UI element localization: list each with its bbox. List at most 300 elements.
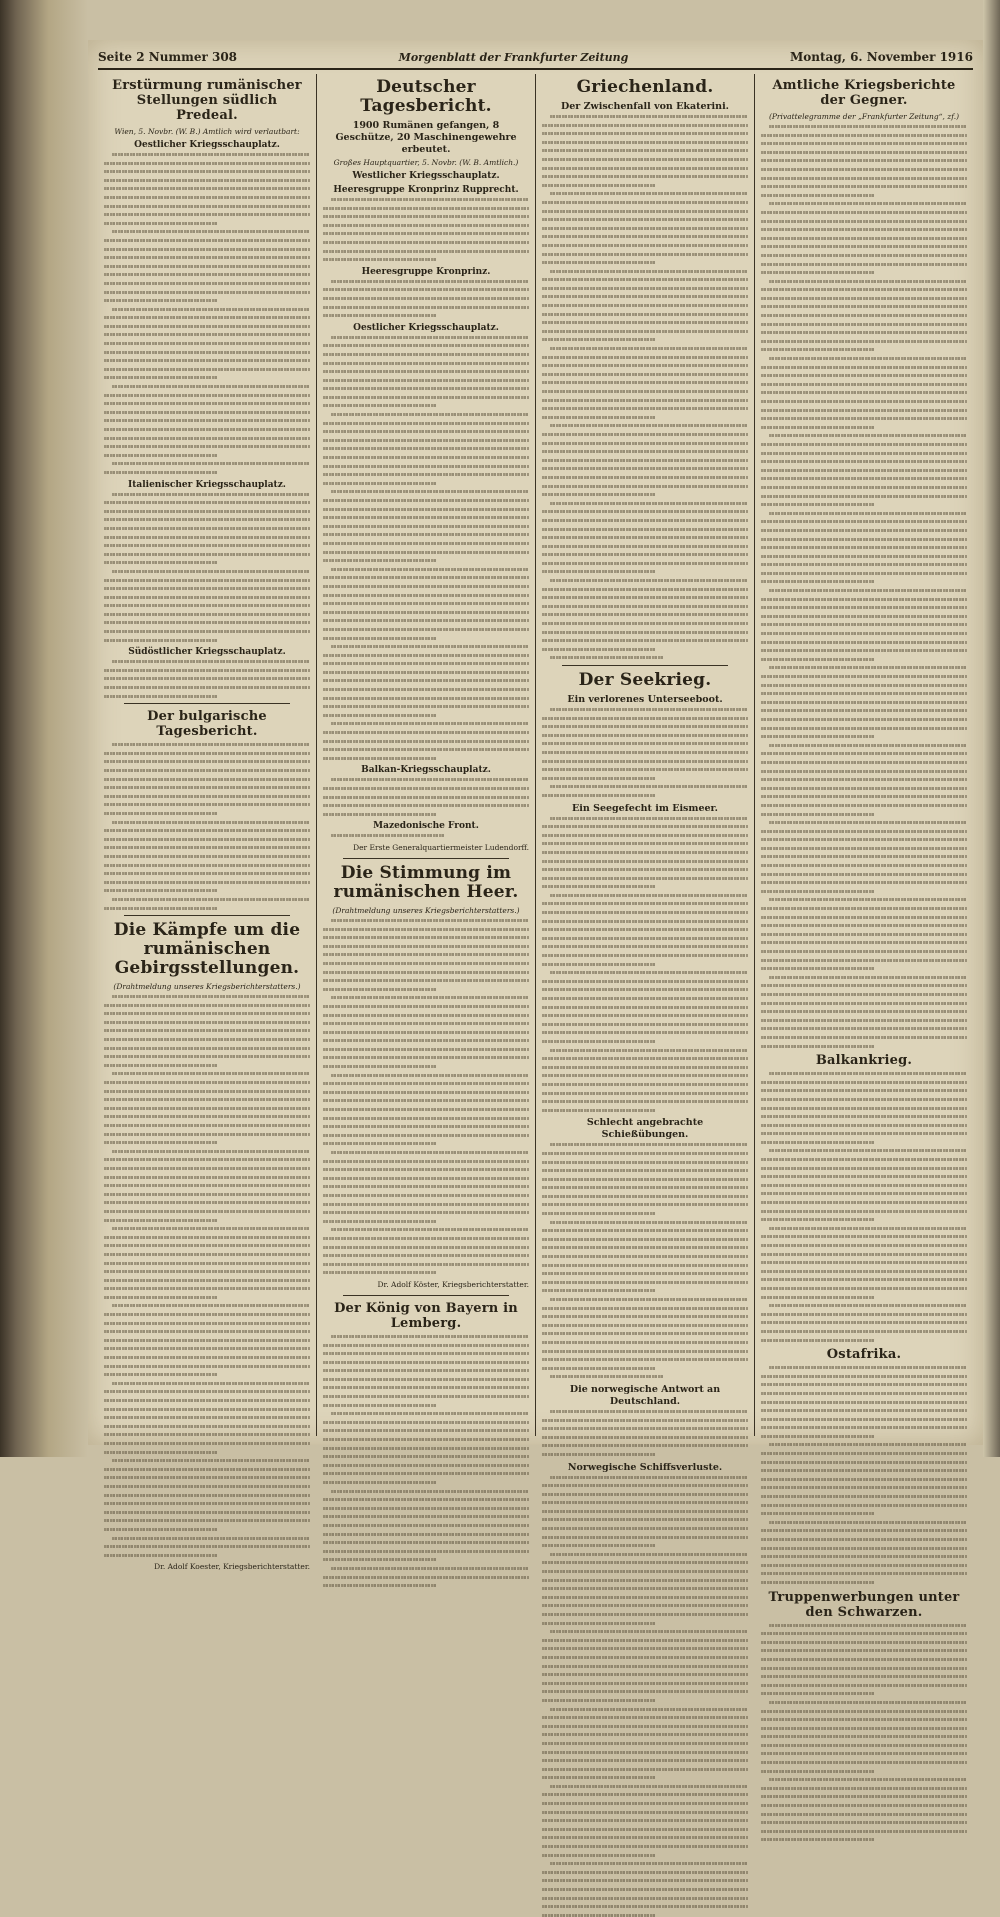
text-line — [104, 256, 310, 259]
text-line — [323, 619, 529, 622]
text-line — [761, 1002, 967, 1005]
text-line — [331, 413, 529, 416]
article-subtitle: (Drahtmeldung unseres Kriegsberichterstatters.) — [113, 982, 301, 992]
text-line — [761, 460, 967, 463]
text-line — [542, 476, 748, 479]
text-block — [104, 660, 310, 697]
text-line — [104, 1442, 310, 1445]
text-line — [112, 1459, 310, 1462]
text-line — [323, 1550, 529, 1553]
text-line — [323, 456, 529, 459]
article-headline: Der Seekrieg. — [578, 670, 712, 690]
text-line — [323, 671, 529, 674]
text-line — [542, 1341, 748, 1344]
article-headline: Griechenland. — [576, 77, 714, 97]
text-line — [323, 1160, 529, 1163]
text-line — [542, 877, 748, 880]
text-line — [761, 1744, 967, 1747]
text-line — [761, 1684, 967, 1687]
text-line — [761, 211, 967, 214]
text-line — [323, 1533, 529, 1536]
text-line — [323, 1481, 436, 1484]
text-line — [323, 551, 529, 554]
text-line — [761, 168, 967, 171]
text-line — [542, 184, 655, 187]
text-line — [323, 1056, 529, 1059]
text-block — [323, 198, 529, 261]
text-line — [761, 933, 967, 936]
text-line — [104, 855, 310, 858]
text-line — [542, 1444, 748, 1447]
text-line — [761, 134, 967, 137]
text-line — [761, 503, 874, 506]
text-line — [104, 1356, 310, 1359]
text-line — [761, 288, 967, 291]
text-line — [542, 1040, 655, 1043]
text-line — [550, 971, 748, 974]
text-line — [112, 821, 310, 824]
text-line — [323, 688, 529, 691]
article-subtitle: 1900 Rumänen gefangen, 8 Geschütze, 20 Maschinengewehre erbeutet. — [335, 120, 517, 155]
text-block — [104, 995, 310, 1557]
text-line — [761, 890, 874, 893]
text-line — [761, 1658, 967, 1661]
text-line — [104, 471, 217, 474]
text-line — [542, 1897, 748, 1900]
text-line — [104, 1322, 310, 1325]
text-line — [550, 1410, 748, 1413]
text-line — [331, 336, 529, 339]
text-line — [323, 1185, 529, 1188]
text-line — [323, 370, 529, 373]
text-line — [761, 606, 967, 609]
text-line — [761, 1452, 967, 1455]
text-line — [542, 338, 655, 341]
text-line — [323, 697, 529, 700]
text-line — [761, 185, 967, 188]
text-line — [761, 1107, 967, 1110]
text-line — [104, 536, 310, 539]
text-line — [104, 376, 217, 379]
text-line — [769, 202, 967, 205]
text-line — [542, 937, 748, 940]
text-line — [542, 768, 748, 771]
text-line — [331, 778, 529, 781]
text-line — [104, 273, 310, 276]
text-line — [761, 1435, 874, 1438]
text-line — [323, 628, 529, 631]
text-line — [550, 579, 748, 582]
text-line — [104, 1494, 310, 1497]
text-line — [761, 1401, 967, 1404]
text-line — [542, 1647, 748, 1650]
text-block — [542, 817, 748, 1112]
text-line — [542, 1914, 655, 1917]
text-line — [761, 1461, 967, 1464]
text-line — [323, 1125, 529, 1128]
text-line — [769, 1149, 967, 1152]
section-heading: Südöstlicher Kriegsschauplatz. — [128, 647, 286, 658]
text-line — [323, 740, 529, 743]
text-line — [323, 611, 529, 614]
text-line — [761, 838, 967, 841]
text-line — [542, 1255, 748, 1258]
section-heading: Mazedonische Front. — [373, 821, 479, 832]
text-line — [542, 407, 748, 410]
text-line — [542, 1324, 748, 1327]
text-line — [550, 1375, 663, 1378]
text-block — [323, 280, 529, 317]
text-line — [761, 1270, 967, 1273]
text-line — [769, 589, 967, 592]
section-headline: Ostafrika. — [826, 1347, 902, 1363]
text-line — [542, 278, 748, 281]
text-line — [323, 1541, 529, 1544]
text-line — [761, 641, 967, 644]
text-line — [761, 804, 967, 807]
text-line — [542, 570, 655, 573]
text-line — [542, 1358, 748, 1361]
text-line — [761, 795, 967, 798]
text-line — [542, 1871, 748, 1874]
text-line — [104, 325, 310, 328]
text-line — [104, 812, 217, 815]
text-line — [761, 563, 967, 566]
text-line — [542, 1622, 655, 1625]
text-line — [542, 1561, 748, 1564]
text-line — [542, 1315, 748, 1318]
text-line — [542, 1854, 655, 1857]
text-line — [761, 1244, 967, 1247]
text-line — [542, 1484, 748, 1487]
text-line — [323, 1558, 436, 1561]
text-line — [323, 1099, 529, 1102]
text-line — [542, 842, 748, 845]
text-line — [104, 1476, 310, 1479]
text-line — [112, 385, 310, 388]
text-line — [542, 825, 748, 828]
text-line — [769, 1624, 967, 1627]
text-line — [104, 553, 310, 556]
text-line — [761, 967, 874, 970]
book-binding — [0, 0, 88, 1457]
text-line — [761, 1718, 967, 1721]
text-line — [323, 602, 529, 605]
text-line — [331, 1228, 529, 1231]
text-line — [323, 1005, 529, 1008]
text-line — [104, 527, 310, 530]
text-line — [542, 1427, 748, 1430]
text-line — [761, 598, 967, 601]
text-block — [323, 834, 529, 837]
text-line — [104, 630, 310, 633]
text-line — [769, 434, 967, 437]
text-line — [761, 787, 967, 790]
text-line — [761, 1383, 967, 1386]
text-line — [104, 1098, 310, 1101]
text-line — [761, 391, 967, 394]
text-line — [542, 1307, 748, 1310]
text-line — [323, 387, 529, 390]
text-line — [542, 1006, 748, 1009]
text-line — [542, 167, 748, 170]
text-line — [542, 794, 655, 797]
text-line — [542, 734, 748, 737]
text-line — [542, 639, 748, 642]
text-line — [323, 1361, 529, 1364]
text-line — [104, 411, 310, 414]
article-headline: Der bulgarische Tagesbericht. — [147, 709, 267, 740]
text-line — [542, 1613, 748, 1616]
text-line — [104, 1038, 310, 1041]
text-line — [761, 1804, 967, 1807]
text-line — [769, 1072, 967, 1075]
text-line — [323, 499, 529, 502]
text-line — [761, 830, 967, 833]
text-line — [542, 588, 748, 591]
text-line — [104, 1373, 217, 1376]
text-line — [542, 1811, 748, 1814]
text-line — [104, 596, 310, 599]
text-line — [761, 1761, 967, 1764]
text-line — [104, 769, 310, 772]
text-line — [104, 1055, 310, 1058]
text-line — [761, 684, 967, 687]
text-line — [323, 757, 436, 760]
text-line — [542, 860, 748, 863]
text-line — [761, 1081, 967, 1084]
text-line — [104, 265, 310, 268]
columns — [98, 74, 973, 1620]
text-line — [761, 1330, 967, 1333]
text-line — [104, 752, 310, 755]
text-line — [761, 297, 967, 300]
text-line — [112, 570, 310, 573]
text-line — [769, 1304, 967, 1307]
text-line — [761, 228, 967, 231]
text-line — [761, 1167, 967, 1170]
text-line — [542, 1057, 748, 1060]
text-line — [323, 705, 529, 708]
text-line — [542, 613, 748, 616]
dateline: Wien, 5. Novbr. (W. B.) Amtlich wird verlautbart: — [114, 127, 300, 136]
text-line — [542, 1152, 748, 1155]
text-block — [323, 336, 529, 760]
text-line — [323, 585, 529, 588]
text-line — [542, 459, 748, 462]
article-headline: Erstürmung rumänischer Stellungen südlich Predeal. — [112, 78, 302, 123]
text-line — [104, 359, 310, 362]
text-line — [542, 988, 748, 991]
text-line — [761, 1019, 967, 1022]
text-block — [104, 493, 310, 642]
text-line — [323, 1404, 436, 1407]
text-line — [542, 467, 748, 470]
text-line — [323, 1386, 529, 1389]
text-line — [761, 1115, 967, 1118]
text-line — [323, 353, 529, 356]
text-line — [550, 1221, 748, 1224]
text-line — [550, 1553, 748, 1556]
text-line — [323, 1022, 529, 1025]
text-line — [761, 1141, 874, 1144]
text-line — [323, 525, 529, 528]
text-line — [542, 235, 748, 238]
column-1 — [98, 74, 317, 1572]
text-line — [761, 1175, 967, 1178]
text-line — [542, 519, 748, 522]
text-line — [550, 656, 663, 659]
text-line — [542, 528, 748, 531]
text-line — [542, 1281, 748, 1284]
text-block — [542, 1410, 748, 1456]
text-line — [323, 288, 529, 291]
text-line — [761, 1838, 874, 1841]
text-line — [104, 1012, 310, 1015]
text-line — [542, 356, 748, 359]
text-line — [323, 1395, 529, 1398]
text-line — [761, 452, 967, 455]
text-line — [542, 536, 748, 539]
text-line — [323, 314, 436, 317]
text-line — [323, 1507, 529, 1510]
section-headline: Truppenwerbungen unter den Schwarzen. — [768, 1589, 960, 1620]
text-line — [550, 502, 748, 505]
text-line — [104, 1081, 310, 1084]
text-line — [323, 1203, 529, 1206]
text-line — [769, 976, 967, 979]
text-line — [323, 232, 529, 235]
text-line — [331, 1567, 529, 1570]
text-line — [323, 1091, 529, 1094]
text-line — [542, 1066, 748, 1069]
text-line — [323, 1429, 529, 1432]
text-line — [112, 898, 310, 901]
text-line — [761, 881, 967, 884]
text-line — [542, 510, 748, 513]
text-line — [323, 1378, 529, 1381]
text-line — [323, 1584, 436, 1587]
text-block — [542, 708, 748, 797]
text-line — [323, 953, 529, 956]
text-line — [761, 529, 967, 532]
text-line — [761, 1710, 967, 1713]
text-line — [761, 1218, 874, 1221]
text-line — [104, 1545, 310, 1548]
text-line — [761, 1253, 967, 1256]
masthead — [98, 46, 973, 70]
text-line — [542, 373, 748, 376]
text-line — [104, 196, 310, 199]
text-line — [761, 761, 967, 764]
text-line — [542, 1264, 748, 1267]
text-line — [761, 907, 967, 910]
text-line — [761, 417, 967, 420]
text-line — [104, 342, 310, 345]
text-line — [542, 885, 655, 888]
text-line — [542, 381, 748, 384]
section-heading: Oestlicher Kriegsschauplatz. — [134, 140, 280, 150]
text-line — [104, 1193, 310, 1196]
text-line — [542, 218, 748, 221]
text-line — [104, 881, 310, 884]
text-line — [542, 1419, 748, 1422]
text-line — [542, 1793, 748, 1796]
text-line — [323, 813, 436, 816]
text-line — [550, 1049, 748, 1052]
text-line — [323, 362, 529, 365]
text-line — [542, 390, 748, 393]
text-line — [542, 244, 748, 247]
text-line — [104, 829, 310, 832]
text-line — [104, 368, 310, 371]
text-line — [542, 1527, 748, 1530]
text-line — [550, 1785, 748, 1788]
text-line — [761, 580, 874, 583]
text-line — [323, 1134, 529, 1137]
text-line — [761, 873, 967, 876]
text-block — [761, 1366, 967, 1584]
text-line — [323, 1246, 529, 1249]
text-line — [112, 743, 310, 746]
text-line — [542, 364, 748, 367]
text-line — [104, 501, 310, 504]
section-heading: Westlicher Kriegsschauplatz. — [352, 171, 500, 181]
text-line — [323, 1237, 529, 1240]
text-line — [542, 175, 748, 178]
text-line — [323, 1421, 529, 1424]
text-line — [323, 422, 529, 425]
text-line — [761, 263, 967, 266]
text-block — [542, 1476, 748, 1917]
text-line — [761, 245, 967, 248]
text-line — [542, 1776, 655, 1779]
text-line — [761, 1564, 967, 1567]
text-line — [542, 945, 748, 948]
text-line — [331, 490, 529, 493]
text-line — [112, 230, 310, 233]
text-line — [761, 409, 967, 412]
text-line — [761, 305, 967, 308]
text-line — [761, 1089, 967, 1092]
article-subtitle: Ein Seegefecht im Eismeer. — [572, 802, 718, 814]
text-line — [542, 287, 748, 290]
text-line — [331, 645, 529, 648]
text-line — [761, 847, 967, 850]
text-line — [542, 1682, 748, 1685]
text-line — [761, 1787, 967, 1790]
text-line — [761, 692, 967, 695]
text-line — [550, 115, 748, 118]
text-line — [761, 1375, 967, 1378]
text-line — [104, 213, 310, 216]
text-line — [323, 971, 529, 974]
text-line — [323, 1576, 529, 1579]
text-line — [104, 1236, 310, 1239]
text-line — [542, 321, 748, 324]
text-line — [542, 1665, 748, 1668]
text-line — [761, 546, 967, 549]
text-line — [550, 1476, 748, 1479]
text-line — [323, 748, 529, 751]
text-line — [323, 404, 436, 407]
text-line — [542, 1845, 748, 1848]
text-line — [542, 1169, 748, 1172]
text-line — [104, 351, 310, 354]
text-line — [104, 454, 217, 457]
text-line — [542, 330, 748, 333]
text-line — [761, 1158, 967, 1161]
